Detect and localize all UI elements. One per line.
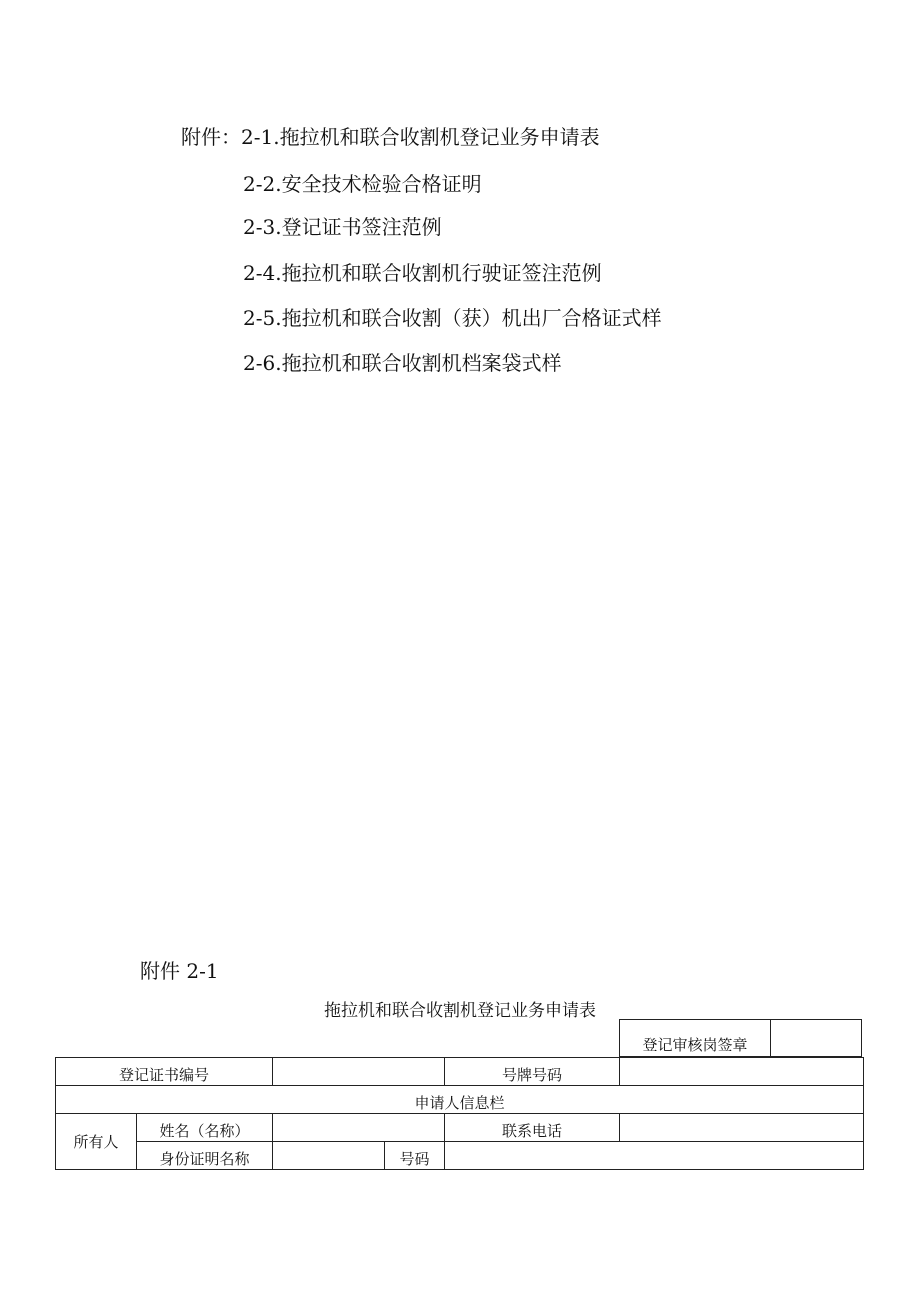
section-header: 申请人信息栏 xyxy=(56,1086,864,1114)
id-name-field[interactable] xyxy=(273,1142,385,1170)
application-form-table xyxy=(55,1057,864,1170)
form-title: 拖拉机和联合收割机登记业务申请表 xyxy=(324,1001,596,1021)
id-name-label: 身份证明名称 xyxy=(137,1142,273,1170)
id-no-label: 号码 xyxy=(385,1142,445,1170)
phone-label: 联系电话 xyxy=(445,1114,620,1142)
attachment-list-item: 2-2.安全技术检验合格证明 xyxy=(243,172,482,196)
attachment-list-item: 2-6.拖拉机和联合收割机档案袋式样 xyxy=(243,351,562,375)
owner-label: 所有人 xyxy=(56,1114,137,1170)
attachment-label: 附件 2-1 xyxy=(140,959,219,983)
name-label: 姓名（名称） xyxy=(137,1114,273,1142)
stamp-label: 登记审核岗签章 xyxy=(642,1036,748,1054)
table-row xyxy=(56,1114,864,1142)
id-no-field[interactable] xyxy=(445,1142,864,1170)
phone-field[interactable] xyxy=(620,1114,864,1142)
attachment-list-item: 2-4.拖拉机和联合收割机行驶证签注范例 xyxy=(243,261,602,285)
stamp-signature-field[interactable] xyxy=(770,1020,771,1056)
table-row xyxy=(56,1142,864,1170)
name-field[interactable] xyxy=(273,1114,445,1142)
stamp-box xyxy=(619,1019,862,1057)
attachment-list-item: 2-5.拖拉机和联合收割（获）机出厂合格证式样 xyxy=(243,306,662,330)
plate-no-label: 号牌号码 xyxy=(445,1058,620,1086)
table-row xyxy=(56,1058,864,1086)
attachment-list-first: 附件：2-1.拖拉机和联合收割机登记业务申请表 xyxy=(181,125,600,149)
cert-no-label: 登记证书编号 xyxy=(56,1058,273,1086)
plate-no-field[interactable] xyxy=(620,1058,864,1086)
cert-no-field[interactable] xyxy=(273,1058,445,1086)
table-row xyxy=(56,1086,864,1114)
attachment-list-item: 2-3.登记证书签注范例 xyxy=(243,215,442,239)
